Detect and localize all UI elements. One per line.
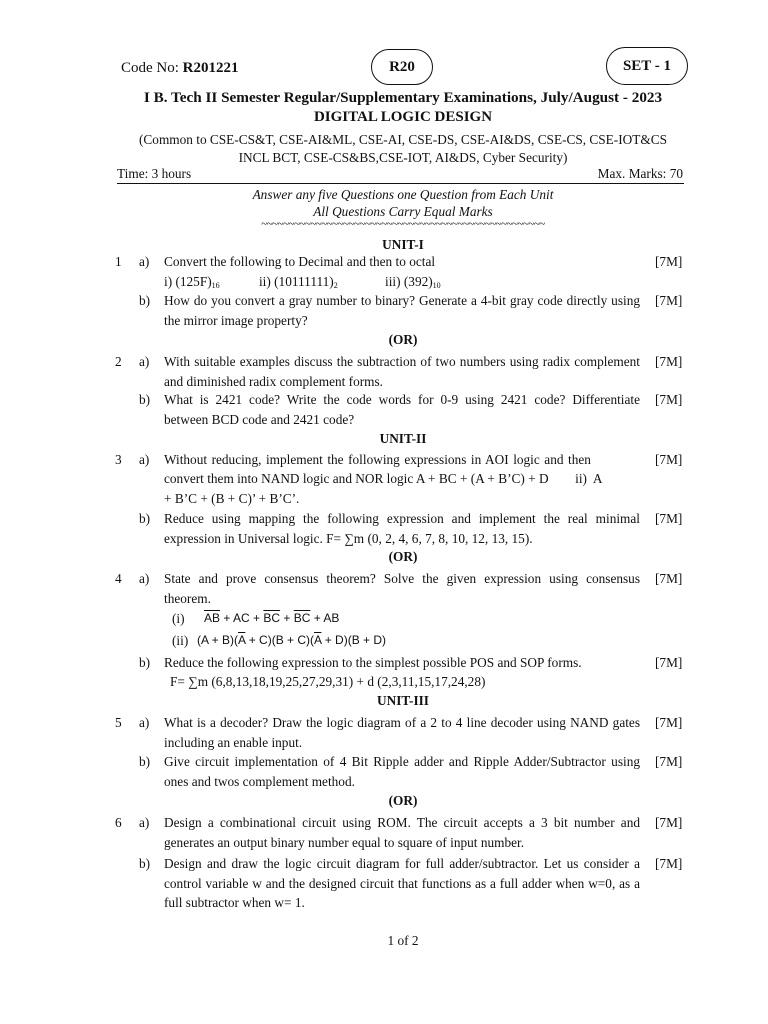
q1b-label: b): [139, 293, 151, 308]
regulation-text: R20: [389, 58, 415, 75]
q2a-marks: [7M]: [655, 354, 683, 369]
q1a-marks: [7M]: [655, 254, 683, 269]
common-line-1: (Common to CSE-CS&T, CSE-AI&ML, CSE-AI, CSE-DS, CSE-AI&DS, CSE-CS, CSE-IOT&CS: [139, 132, 667, 147]
expr-i-term-2: $\overline{BC}$: [263, 611, 281, 625]
or-3: (OR): [388, 793, 418, 808]
q4b-marks: [7M]: [655, 655, 683, 670]
set-text: SET - 1: [622, 57, 672, 74]
q1-number: 1: [115, 254, 122, 269]
set-badge: [606, 47, 688, 85]
q2b-marks: [7M]: [655, 392, 683, 407]
q5b-text: Give circuit implementation of 4 Bit Ripple adder and Ripple Adder/Subtractor using ones and twos complement method.: [164, 754, 640, 789]
unit-3-heading: UNIT-III: [377, 693, 429, 708]
q3-number: 3: [115, 452, 122, 467]
q4a-text: State and prove consensus theorem? Solve the given expression using consensus theorem.: [164, 571, 640, 606]
q3a-marks: [7M]: [655, 452, 683, 467]
q2-number: 2: [115, 354, 122, 369]
q1a-options: [164, 273, 441, 291]
q4b-label: b): [139, 655, 151, 670]
instruction-1: Answer any five Questions one Question from Each Unit: [252, 187, 554, 202]
q2a-text: With suitable examples discuss the subtraction of two numbers using radix complement and diminished radix complement forms.: [164, 354, 640, 389]
q3b-label: b): [139, 511, 151, 526]
or-1: (OR): [388, 332, 418, 347]
q6b-marks: [7M]: [655, 856, 683, 871]
q5a-text: What is a decoder? Draw the logic diagram of a 2 to 4 line decoder using NAND gates including an enable input.: [164, 715, 640, 750]
q1b-text: How do you convert a gray number to binary? Generate a 4-bit gray code directly using the mirror image property?: [164, 293, 640, 328]
q3a-label: a): [139, 452, 150, 467]
time-label: Time: 3 hours: [117, 166, 192, 181]
instruction-2: All Questions Carry Equal Marks: [313, 204, 493, 219]
page-number: 1 of 2: [387, 933, 419, 948]
q5a-marks: [7M]: [655, 715, 683, 730]
q4a-expr-i: $\overline{AB}$ + AC + $\overline{BC} + \overline{BC}$ + AB: [204, 611, 340, 625]
q4-number: 4: [115, 571, 122, 586]
subject-title: DIGITAL LOGIC DESIGN: [313, 109, 493, 125]
exam-title: I B. Tech II Semester Regular/Supplementary Examinations, July/August - 2023: [143, 89, 663, 106]
q1a-text: Convert the following to Decimal and then to octal: [164, 254, 436, 269]
q6b-label: b): [139, 856, 151, 871]
unit-2-heading: UNIT-II: [379, 431, 427, 446]
q6b-text: Design and draw the logic circuit diagram for full adder/subtractor. Let us consider a control variable w and the designed circuit that functions as a full adder when w=0, as a full subtractor when w= 1.: [164, 856, 640, 910]
q4a-expr-ii-label: (ii): [172, 633, 189, 648]
expr-ii-term-2: $\overline{A}$: [314, 633, 322, 647]
max-marks-label: Max. Marks: 70: [597, 166, 683, 181]
or-2: (OR): [388, 549, 418, 564]
q5a-label: a): [139, 715, 150, 730]
q4b-formula: F= ∑m (6,8,13,18,19,25,27,29,31) + d (2,3,11,15,17,24,28): [170, 674, 486, 689]
separator: ~~~~~~~~~~~~~~~~~~~~~~~~~~~~~~~~~~~~~~~~~~~~~~~~~~~~: [261, 218, 545, 230]
q3a-line-1: Without reducing, implement the following expressions in AOI logic and then: [164, 452, 591, 467]
q4a-label: a): [139, 571, 150, 586]
q4a-expr-ii: $(A + B)(\overline{A} + C)(B + C)(\overline{A} + D)(B + D)$: [197, 633, 387, 647]
unit-1-heading: UNIT-I: [382, 237, 424, 252]
header-rule: [117, 183, 684, 184]
q1a-opt-i: i) $(125F)_{16}$: [164, 274, 220, 290]
q1a-opt-ii: ii) $(10111111)_2$: [258, 274, 338, 290]
q6a-label: a): [139, 815, 150, 830]
expr-i-term-1: $\overline{AB}$: [204, 611, 221, 625]
q1a-label: a): [139, 254, 150, 269]
q6a-text: Design a combinational circuit using ROM. The circuit accepts a 3 bit number and generates an output binary number equal to square of input number.: [164, 815, 640, 850]
expr-ii-term-1: $\overline{A}$: [238, 633, 246, 647]
q6-number: 6: [115, 815, 122, 830]
common-line-2: INCL BCT, CSE-CS&BS,CSE-IOT, AI&DS, Cyber Security): [238, 150, 568, 165]
q2b-text: What is 2421 code? Write the code words for 0-9 using 2421 code? Differentiate between BCD code and 2421 code?: [164, 392, 640, 427]
q6a-marks: [7M]: [655, 815, 683, 830]
q1b-marks: [7M]: [655, 293, 683, 308]
q5-number: 5: [115, 715, 122, 730]
code-value: R201221: [182, 60, 239, 76]
q3a-line-3: + B’C + (B + C)’ + B’C’.: [164, 491, 300, 506]
q2b-label: b): [139, 392, 151, 407]
q5b-label: b): [139, 754, 151, 769]
q5b-marks: [7M]: [655, 754, 683, 769]
q3b-marks: [7M]: [655, 511, 683, 526]
q2a-label: a): [139, 354, 150, 369]
expr-i-term-3: $\overline{BC}$: [293, 611, 311, 625]
q4a-expr-i-label: (i): [172, 611, 185, 626]
q4b-text: Reduce the following expression to the simplest possible POS and SOP forms.: [164, 655, 582, 670]
code-label: Code No:: [121, 60, 179, 76]
q3b-text: Reduce using mapping the following expression and implement the real minimal expression in Universal logic. F= ∑m (0, 2, 4, 6, 7, 8, 10, 12, 13, 15).: [164, 511, 640, 546]
regulation-badge: [371, 49, 433, 85]
code-number: [121, 60, 239, 77]
q3a-line-2: convert them into NAND logic and NOR logic A + BC + (A + B’C) + D ii) A: [164, 471, 603, 486]
q1a-opt-iii: iii) $(392)_{10}$: [385, 274, 441, 290]
q4a-marks: [7M]: [655, 571, 683, 586]
